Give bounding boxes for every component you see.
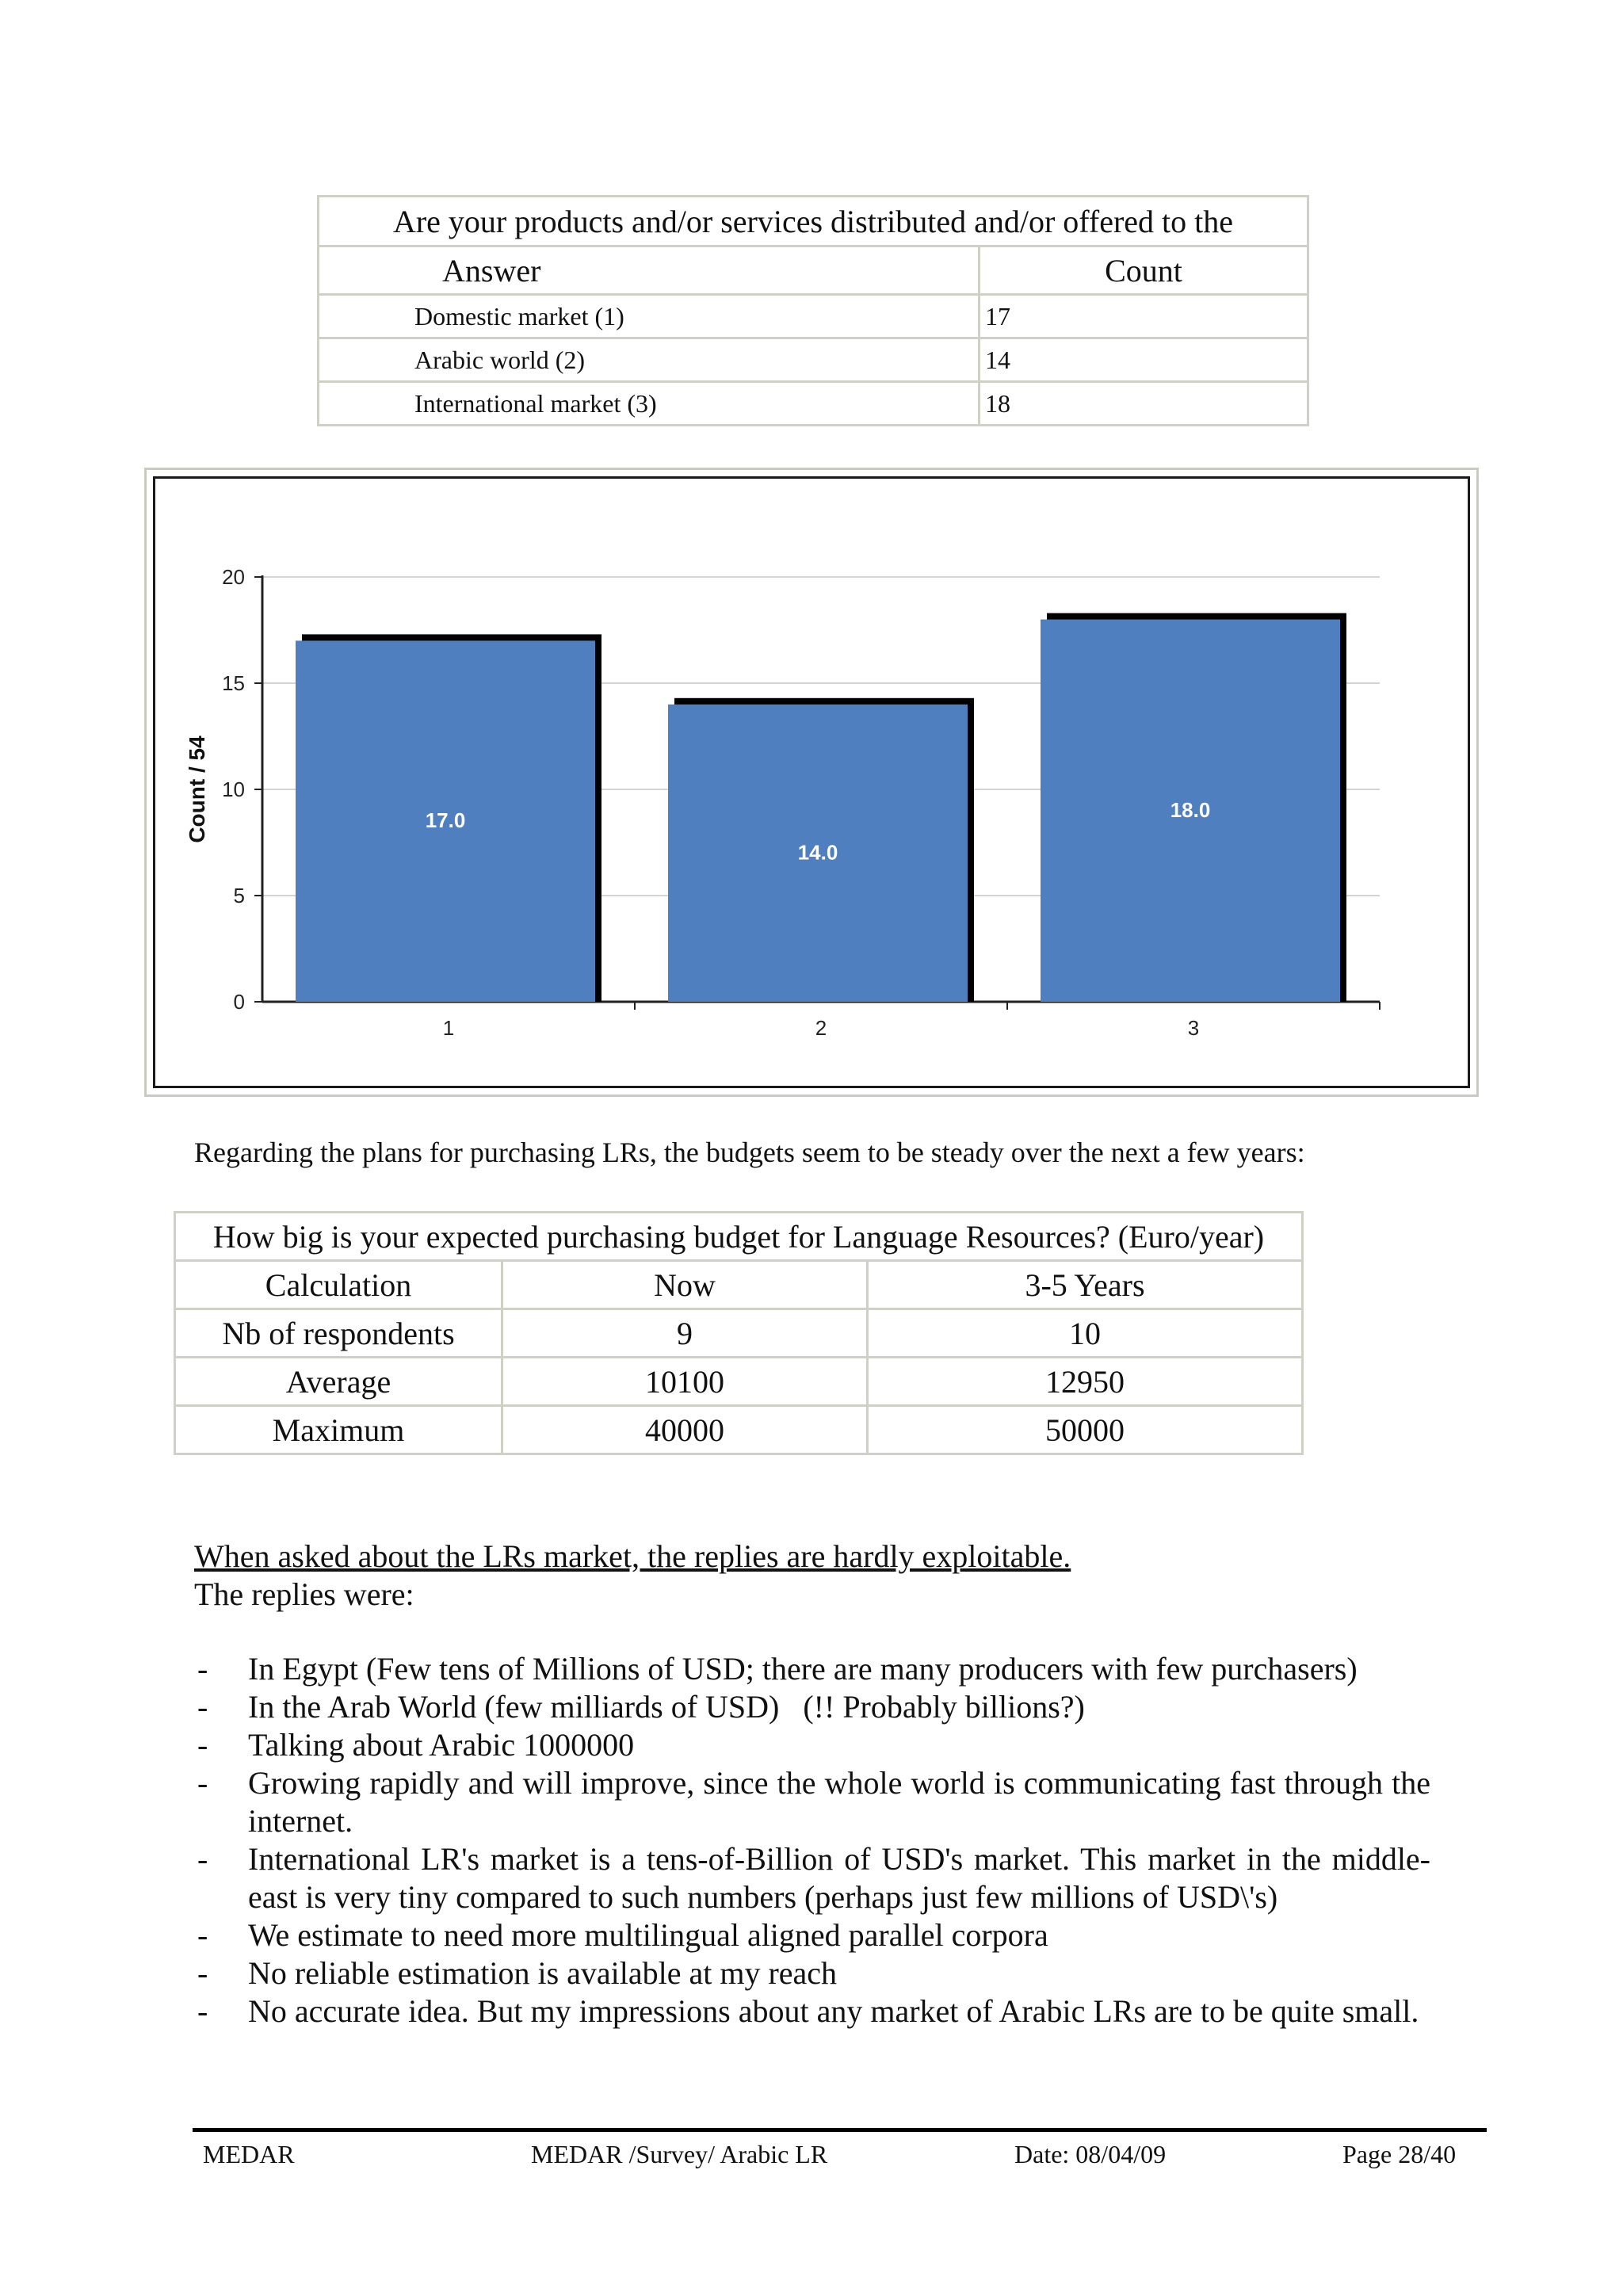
bullet-dash: - — [197, 1727, 208, 1763]
list-item — [194, 1916, 1430, 1954]
years-cell: 12950 — [868, 1358, 1303, 1406]
count-cell: 18 — [980, 382, 1308, 426]
reply-text: No reliable estimation is available at my reach — [248, 1955, 838, 1991]
count-cell: 17 — [980, 295, 1308, 338]
y-tick-label: 5 — [233, 884, 245, 907]
x-tick-label: 3 — [1187, 1016, 1200, 1040]
calculation-cell: Nb of respondents — [175, 1309, 502, 1358]
table-row — [175, 1309, 1303, 1358]
bullet-dash: - — [197, 1841, 208, 1877]
table-row — [175, 1358, 1303, 1406]
y-tick-label: 15 — [222, 671, 245, 695]
reply-text: International LR's market is a tens-of-Billion of USD's market. This market in the middle-east is very tiny compared to such numbers (perhaps just few millions of USD\'s) — [248, 1841, 1430, 1915]
list-item — [194, 1764, 1430, 1840]
calculation-header: Calculation — [175, 1261, 502, 1309]
footer-page-number: Page 28/40 — [1342, 2140, 1457, 2168]
table-row — [319, 382, 1308, 426]
footer-rule — [193, 2128, 1487, 2132]
now-cell: 9 — [502, 1309, 868, 1358]
list-item — [194, 1726, 1430, 1764]
list-item — [194, 1992, 1430, 2030]
years-header: 3-5 Years — [868, 1261, 1303, 1309]
x-tick-label: 1 — [442, 1016, 455, 1040]
answer-cell: Domestic market (1) — [319, 295, 980, 338]
budget-intro-paragraph: Regarding the plans for purchasing LRs, the budgets seem to be steady over the next a few years: — [194, 1137, 1305, 1168]
bullet-dash: - — [197, 1993, 208, 2029]
reply-text: No accurate idea. But my impressions about any market of Arabic LRs are to be quite small. — [248, 1993, 1419, 2029]
answer-cell: International market (3) — [319, 382, 980, 426]
chart-frame — [144, 468, 1479, 1097]
footer-date: Date: 08/04/09 — [1014, 2140, 1167, 2168]
bar-value-label: 18.0 — [1170, 797, 1211, 822]
market-heading: When asked about the LRs market, the replies are hardly exploitable. — [194, 1538, 1071, 1574]
reply-text: Talking about Arabic 1000000 — [248, 1727, 635, 1763]
y-tick-label: 20 — [222, 565, 245, 589]
now-cell: 40000 — [502, 1406, 868, 1454]
years-cell: 50000 — [868, 1406, 1303, 1454]
list-item — [194, 1688, 1430, 1726]
y-axis-title: Count / 54 — [185, 735, 209, 843]
answer-cell: Arabic world (2) — [319, 338, 980, 382]
bar-chart — [155, 479, 1468, 1086]
budget-table-title: How big is your expected purchasing budget for Language Resources? (Euro/year) — [175, 1213, 1303, 1261]
table-row — [319, 338, 1308, 382]
list-item — [194, 1840, 1430, 1916]
y-tick-label: 0 — [233, 990, 245, 1014]
bullet-dash: - — [197, 1917, 208, 1953]
calculation-cell: Average — [175, 1358, 502, 1406]
table-row — [175, 1406, 1303, 1454]
budget-table — [174, 1211, 1304, 1455]
footer-doc-title: MEDAR /Survey/ Arabic LR — [531, 2140, 828, 2168]
y-tick-label: 10 — [222, 777, 245, 801]
bullet-dash: - — [197, 1955, 208, 1991]
replies-list — [194, 1650, 1430, 2030]
table-row — [319, 295, 1308, 338]
count-header: Count — [980, 246, 1308, 295]
reply-text: We estimate to need more multilingual aligned parallel corpora — [248, 1917, 1048, 1953]
bar-value-label: 14.0 — [797, 840, 838, 865]
x-tick-label: 2 — [815, 1016, 827, 1040]
bullet-dash: - — [197, 1651, 208, 1687]
reply-text: In Egypt (Few tens of Millions of USD; there are many producers with few purchasers) — [248, 1651, 1358, 1687]
reply-text: In the Arab World (few milliards of USD) (!! Probably billions?) — [248, 1689, 1085, 1725]
distribution-table-title: Are your products and/or services distributed and/or offered to the — [319, 197, 1308, 246]
count-cell: 14 — [980, 338, 1308, 382]
answer-header: Answer — [319, 246, 980, 295]
now-header: Now — [502, 1261, 868, 1309]
bar-value-label: 17.0 — [425, 808, 466, 833]
calculation-cell: Maximum — [175, 1406, 502, 1454]
years-cell: 10 — [868, 1309, 1303, 1358]
bullet-dash: - — [197, 1765, 208, 1801]
footer-org: MEDAR — [203, 2140, 295, 2168]
replies-intro: The replies were: — [194, 1576, 414, 1612]
list-item — [194, 1954, 1430, 1992]
chart-panel — [153, 476, 1470, 1088]
now-cell: 10100 — [502, 1358, 868, 1406]
distribution-table — [317, 195, 1309, 426]
reply-text: Growing rapidly and will improve, since the whole world is communicating fast through the internet. — [248, 1765, 1430, 1839]
bullet-dash: - — [197, 1689, 208, 1725]
list-item — [194, 1650, 1430, 1688]
